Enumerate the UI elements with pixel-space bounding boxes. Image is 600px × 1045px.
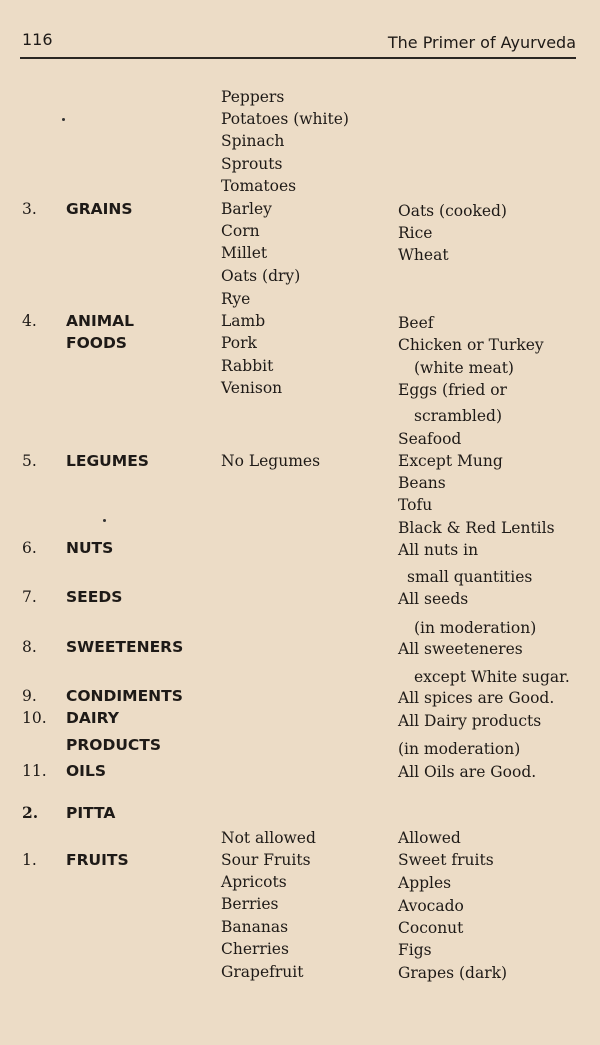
- sweeteners-label: SWEETENERS: [66, 638, 184, 656]
- legumes-allowed-item: Black & Red Lentils: [398, 519, 555, 537]
- seeds-label: SEEDS: [66, 588, 123, 606]
- grains-not-allowed-item: Barley: [221, 200, 272, 218]
- grains-number: 3.: [22, 200, 37, 218]
- fruits-not-allowed-item: Berries: [221, 895, 279, 913]
- fruits-not-allowed-item: Apricots: [221, 873, 287, 891]
- legumes-allowed-item: Beans: [398, 474, 446, 492]
- sweeteners-allowed-item: except White sugar.: [414, 668, 570, 686]
- vegetable-not-allowed-item: Tomatoes: [221, 177, 297, 195]
- grains-allowed-item: Oats (cooked): [398, 202, 507, 220]
- grains-not-allowed-item: Oats (dry): [221, 267, 301, 285]
- legumes-not-allowed-item: No Legumes: [221, 452, 321, 470]
- dairy-number: 10.: [22, 709, 47, 727]
- vegetable-not-allowed-item: Potatoes (white): [221, 110, 349, 128]
- fruits-allowed-item: Avocado: [398, 897, 464, 915]
- animal-foods-number: 4.: [22, 312, 37, 330]
- grains-not-allowed-item: Millet: [221, 244, 268, 262]
- fruits-not-allowed-item: Sour Fruits: [221, 851, 311, 869]
- nuts-label: NUTS: [66, 539, 114, 557]
- dairy-allowed-item: All Dairy products: [398, 712, 542, 730]
- animal-foods-allowed-item: scrambled): [414, 407, 503, 425]
- grains-allowed-item: Wheat: [398, 246, 449, 264]
- legumes-label: LEGUMES: [66, 452, 149, 470]
- fruits-allowed-item: Grapes (dark): [398, 964, 508, 982]
- fruits-allowed-item: Coconut: [398, 919, 464, 937]
- nuts-number: 6.: [22, 539, 37, 557]
- condiments-number: 9.: [22, 687, 37, 705]
- print-speck: [103, 519, 106, 522]
- running-title: The Primer of Ayurveda: [387, 33, 576, 52]
- vegetable-not-allowed-item: Spinach: [221, 132, 285, 150]
- nuts-allowed-item: All nuts in: [398, 541, 479, 559]
- animal-foods-allowed-item: Chicken or Turkey: [398, 336, 544, 354]
- fruits-allowed-item: Apples: [398, 874, 452, 892]
- oils-allowed-item: All Oils are Good.: [398, 763, 537, 781]
- column-header-not-allowed: Not allowed: [221, 829, 316, 847]
- fruits-not-allowed-item: Grapefruit: [221, 963, 304, 981]
- animal-foods-label: ANIMAL: [66, 312, 135, 330]
- column-header-allowed: Allowed: [398, 829, 461, 847]
- animal-foods-allowed-item: Beef: [398, 314, 434, 332]
- vegetable-not-allowed-item: Peppers: [221, 88, 285, 106]
- fruits-label: FRUITS: [66, 851, 129, 869]
- animal-foods-label: FOODS: [66, 334, 127, 352]
- dairy-label: PRODUCTS: [66, 736, 162, 754]
- seeds-allowed-item: All seeds: [398, 590, 469, 608]
- oils-number: 11.: [22, 762, 47, 780]
- fruits-not-allowed-item: Bananas: [221, 918, 289, 936]
- animal-foods-not-allowed-item: Lamb: [221, 312, 266, 330]
- legumes-allowed-item: Tofu: [398, 496, 433, 514]
- nuts-allowed-item: small quantities: [407, 568, 533, 586]
- grains-label: GRAINS: [66, 200, 133, 218]
- seeds-allowed-item: (in moderation): [414, 619, 537, 637]
- oils-label: OILS: [66, 762, 106, 780]
- legumes-number: 5.: [22, 452, 37, 470]
- fruits-number: 1.: [22, 851, 37, 869]
- animal-foods-not-allowed-item: Venison: [221, 379, 283, 397]
- animal-foods-not-allowed-item: Pork: [221, 334, 257, 352]
- fruits-allowed-item: Sweet fruits: [398, 851, 494, 869]
- animal-foods-not-allowed-item: Rabbit: [221, 357, 274, 375]
- grains-allowed-item: Rice: [398, 224, 433, 242]
- page-number: 116: [22, 30, 53, 49]
- sweeteners-allowed-item: All sweeteneres: [398, 640, 523, 658]
- sweeteners-number: 8.: [22, 638, 37, 656]
- animal-foods-allowed-item: (white meat): [414, 359, 514, 377]
- grains-not-allowed-item: Corn: [221, 222, 260, 240]
- fruits-not-allowed-item: Cherries: [221, 940, 289, 958]
- legumes-allowed-item: Except Mung: [398, 452, 503, 470]
- vegetable-not-allowed-item: Sprouts: [221, 155, 283, 173]
- animal-foods-allowed-item: Eggs (fried or: [398, 381, 507, 399]
- fruits-allowed-item: Figs: [398, 941, 432, 959]
- condiments-label: CONDIMENTS: [66, 687, 183, 705]
- grains-not-allowed-item: Rye: [221, 290, 251, 308]
- print-speck: [62, 118, 65, 121]
- pitta-number: 2.: [22, 803, 39, 822]
- dairy-allowed-item: (in moderation): [398, 740, 521, 758]
- page-header: [0, 0, 600, 70]
- condiments-allowed-item: All spices are Good.: [398, 689, 555, 707]
- header-rule: [20, 57, 576, 59]
- animal-foods-allowed-item: Seafood: [398, 430, 462, 448]
- seeds-number: 7.: [22, 588, 37, 606]
- pitta-heading: PITTA: [66, 804, 116, 822]
- dairy-label: DAIRY: [66, 709, 119, 727]
